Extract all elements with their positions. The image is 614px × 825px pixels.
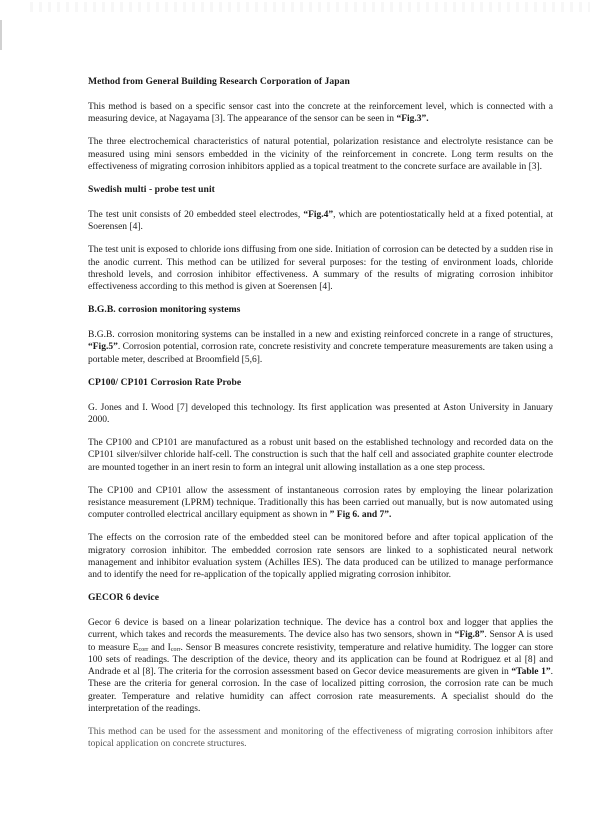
section-heading: B.G.B. corrosion monitoring systems [88,304,241,316]
text-run: and I [148,642,171,653]
text-run: , which are potentiostatically held at a fixed potential, at Soerensen [4]. [88,210,553,233]
section-heading: GECOR 6 device [88,592,160,604]
figure-reference: ” Fig 6. and 7”. [329,510,392,521]
text-run: The CP100 and CP101 are manufactured as a robust unit based on the established technology and recorded data on the CP101 silver/silver chloride half-cell. The construction is such that the half cell and associated graphite counter electrode are mounted together in an inert resin to form an integral unit allowing installation as a one step process. [88,438,553,473]
section-heading: CP100/ CP101 Corrosion Rate Probe [88,376,242,388]
subscript-text: corr [170,646,181,653]
text-run: Gecor 6 device is based on a linear polarization technique. The device has a control box and logger that applies the current, which takes and records the measurements. The device also has two sensors, shown in [88,618,553,641]
paragraph [88,329,553,366]
document-section [88,304,553,366]
text-run: This method can be used for the assessment and monitoring of the effectiveness of migrating corrosion inhibitors after topical application on concrete structures. [88,726,553,750]
paragraph [88,532,553,581]
text-run: The three electrochemical characteristics of natural potential, polarization resistance and electrolyte resistance can be measured using mini sensors embedded in the vicinity of the reinforcement in concrete. Long term results on the effectiveness of migrating corrosion inhibitors applied as a topical treatment to the concrete surface are available in [3]. [88,137,553,172]
text-run: . Sensor A is used to measure E [88,630,553,653]
paragraph [88,101,553,125]
paragraph [88,726,553,750]
figure-reference: “Table 1” [511,667,551,678]
figure-reference: “Fig.5” [88,342,118,353]
text-run: . Sensor B measures concrete resistivity, temperature and relative humidity. The logger can store 100 sets of readings. The description of the device, theory and its application can be found at Rodriguez et al [8] and Andrade et al [8]. The criteria for the corrosion assessment based on Gecor device measurements are given in [88,642,553,678]
figure-reference: “Fig.8” [454,630,485,641]
figure-reference: “Fig.3”. [396,114,429,125]
document-page [88,76,553,761]
text-run: The CP100 and CP101 allow the assessment of instantaneous corrosion rates by employing the linear polarization resistance measurement (LPRM) technique. Traditionally this has been carried out manually, but is now automated using computer controlled electrical ancillary equipment as shown in [88,485,553,521]
paragraph [88,437,553,474]
text-run: G. Jones and I. Wood [7] developed this technology. Its first application was presented at Aston University in January 2000. [88,402,553,426]
section-heading: Swedish multi - probe test unit [88,184,215,196]
document-section [88,377,553,581]
document-section [88,76,553,173]
text-run: B.G.B. corrosion monitoring systems can be installed in a new and existing reinforced concrete in a range of structures, [88,330,553,341]
text-run: The test unit consists of 20 embedded steel electrodes, [88,210,304,221]
text-run: The test unit is exposed to chloride ions diffusing from one side. Initiation of corrosion can be detected by a sudden rise in the anodic current. This method can be utilized for several purposes: for the testing of environment loads, chloride threshold levels, and corrosion inhibitor effectiveness. A summary of the results of migrating corrosion inhibitor effectiveness according to this method is given at Soerensen [4]. [88,245,553,293]
paragraph [88,209,553,233]
scan-artifact-left [0,20,2,50]
section-heading: Method from General Building Research Corporation of Japan [88,76,350,87]
text-run: . Corrosion potential, corrosion rate, concrete resistivity and concrete temperature measurements are taken using a portable meter, described at Broomfield [5,6]. [88,342,553,365]
paragraph [88,136,553,173]
paragraph [88,485,553,522]
document-section [88,592,553,750]
text-run: This method is based on a specific sensor cast into the concrete at the reinforcement level, which is connected with a measuring device, at Nagayama [3]. The appearance of the sensor can be seen in [88,102,553,125]
text-run: . These are the criteria for general corrosion. In the case of localized pitting corrosion, the corrosion rate can be much greater. Temperature and relative humidity can affect corrosion rate measurements. A specialist should do the interpretation of the readings. [88,667,553,714]
paragraph [88,244,553,293]
paragraph [88,617,553,715]
paragraph [88,402,553,426]
figure-reference: “Fig.4” [303,210,334,221]
text-run: The effects on the corrosion rate of the embedded steel can be monitored before and after topical application of the migratory corrosion inhibitor. The embedded corrosion rate sensors are linked to a sophisticated neural network management and inhibitor evaluation system (Achilles IES). The data produced can be utilized to manage performance and to identify the need for re-application of the topically applied migrating corrosion inhibitor. [88,533,553,581]
scan-artifact-top [30,2,590,12]
subscript-text: corr [138,646,149,653]
document-section [88,184,553,293]
